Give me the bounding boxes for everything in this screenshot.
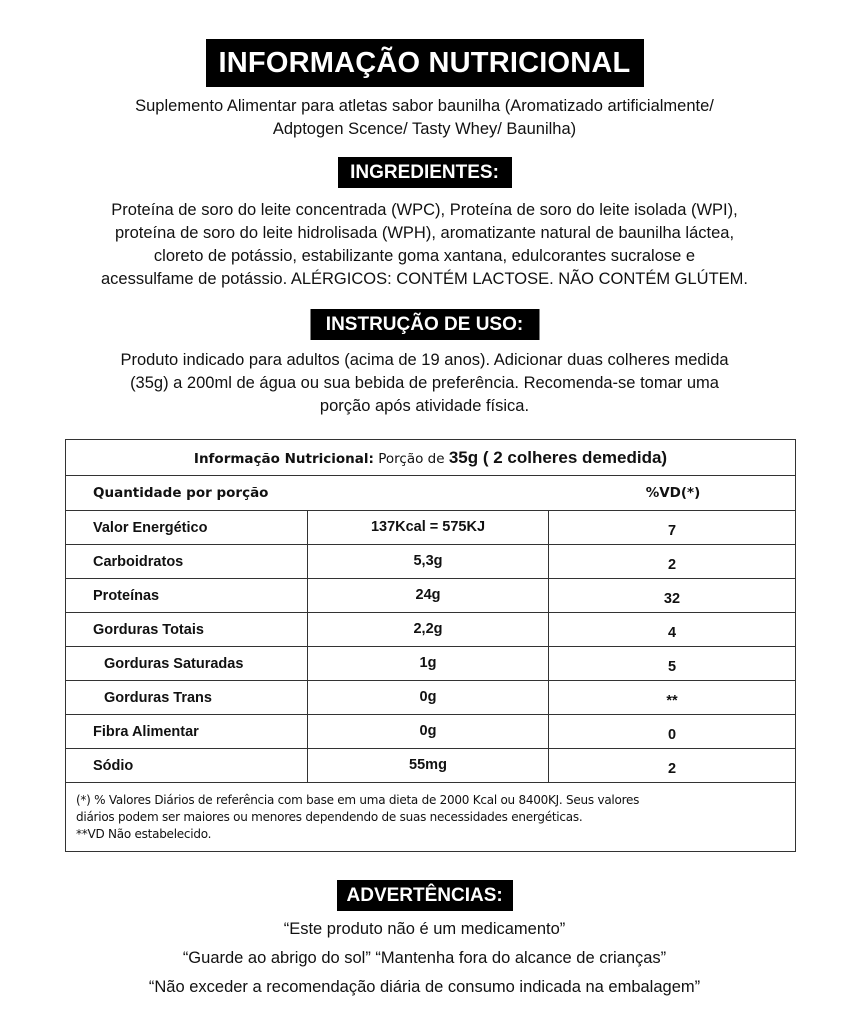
ingredients-line: Proteína de soro do leite concentrada (WPC), Proteína de soro do leite isolada (WPI), — [111, 201, 738, 219]
nutrient-amount: 0g — [308, 715, 549, 748]
nutrient-vd: 2 — [667, 557, 677, 573]
nutrition-title-portion-label: Porção de — [373, 451, 449, 467]
nutrient-name: Gorduras Saturadas — [66, 647, 308, 680]
nutrient-vd: 32 — [663, 591, 681, 607]
nutrient-name: Carboidratos — [66, 545, 308, 578]
table-row — [66, 613, 795, 647]
nutrient-amount: 5,3g — [308, 545, 549, 578]
nutrient-name: Sódio — [66, 749, 308, 782]
nutrient-name: Valor Energético — [66, 511, 308, 544]
nutrition-title-serving: 35g ( 2 colheres demedida) — [448, 448, 668, 467]
table-row — [66, 749, 795, 783]
instructions-line: porção após atividade física. — [319, 397, 530, 415]
main-title-banner — [206, 39, 644, 87]
instructions-heading-banner — [310, 309, 539, 340]
subtitle-line: Adptogen Scence/ Tasty Whey/ Baunilha) — [272, 120, 577, 138]
ingredients-heading: INGREDIENTES: — [350, 162, 499, 183]
nutrition-title-label: Informação Nutricional: — [193, 451, 374, 467]
ingredients-line: proteína de soro do leite hidrolisada (WPH), aromatizante natural de baunilha láctea, — [114, 224, 735, 242]
table-row — [66, 545, 795, 579]
header-quantity-label: Quantidade por porção — [93, 485, 269, 501]
nutrient-amount: 24g — [308, 579, 549, 612]
instructions-line: Produto indicado para adultos (acima de 19 anos). Adicionar duas colheres medida — [120, 351, 729, 369]
table-row — [66, 715, 795, 749]
warnings-heading-banner — [337, 880, 513, 911]
nutrient-amount: 0g — [308, 681, 549, 714]
main-title: INFORMAÇÃO NUTRICIONAL — [218, 47, 631, 79]
warnings-heading: ADVERTÊNCIAS: — [346, 885, 503, 906]
footnote-line: **VD Não estabelecido. — [76, 827, 212, 841]
nutrient-amount: 55mg — [308, 749, 549, 782]
nutrition-table — [65, 439, 796, 852]
nutrient-vd: 2 — [667, 761, 677, 777]
nutrient-name: Fibra Alimentar — [66, 715, 308, 748]
table-row — [66, 511, 795, 545]
nutrient-vd: ** — [666, 693, 678, 709]
nutrient-amount: 1g — [308, 647, 549, 680]
nutrient-vd: 5 — [667, 659, 677, 675]
ingredients-heading-banner — [338, 157, 512, 188]
nutrient-name: Proteínas — [66, 579, 308, 612]
warning-line: “Este produto não é um medicamento” — [283, 920, 566, 938]
instructions-text — [0, 349, 849, 418]
nutrition-table-title — [66, 440, 795, 476]
footnote-line: diários podem ser maiores ou menores dependendo de suas necessidades energéticas. — [76, 810, 583, 824]
warning-line: “Não exceder a recomendação diária de consumo indicada na embalagem” — [148, 978, 701, 996]
product-subtitle — [0, 95, 849, 141]
nutrient-vd: 0 — [667, 727, 677, 743]
ingredients-line: cloreto de potássio, estabilizante goma xantana, edulcorantes sucralose e — [153, 247, 696, 265]
header-vd-label: %VD(*) — [645, 485, 701, 501]
instructions-heading: INSTRUÇÃO DE USO: — [325, 314, 524, 335]
warnings-text — [0, 915, 849, 1002]
table-row — [66, 579, 795, 613]
nutrient-vd: 7 — [667, 523, 677, 539]
nutrient-amount: 137Kcal = 575KJ — [308, 511, 549, 544]
table-row — [66, 681, 795, 715]
ingredients-line: acessulfame de potássio. ALÉRGICOS: CONTÉM LACTOSE. NÃO CONTÉM GLÚTEM. — [100, 270, 749, 288]
nutrient-name: Gorduras Trans — [66, 681, 308, 714]
nutrient-name: Gorduras Totais — [66, 613, 308, 646]
nutrition-table-header — [66, 476, 795, 511]
warning-line: “Guarde ao abrigo do sol” “Mantenha fora do alcance de crianças” — [182, 949, 667, 967]
subtitle-line: Suplemento Alimentar para atletas sabor baunilha (Aromatizado artificialmente/ — [135, 97, 714, 115]
nutrition-footnote — [66, 783, 795, 843]
footnote-line: (*) % Valores Diários de referência com base em uma dieta de 2000 Kcal ou 8400KJ. Seus valores — [76, 793, 640, 807]
nutrient-amount: 2,2g — [308, 613, 549, 646]
instructions-line: (35g) a 200ml de água ou sua bebida de preferência. Recomenda-se tomar uma — [130, 374, 719, 392]
table-row — [66, 647, 795, 681]
ingredients-text — [0, 199, 849, 291]
nutrient-vd: 4 — [667, 625, 677, 641]
